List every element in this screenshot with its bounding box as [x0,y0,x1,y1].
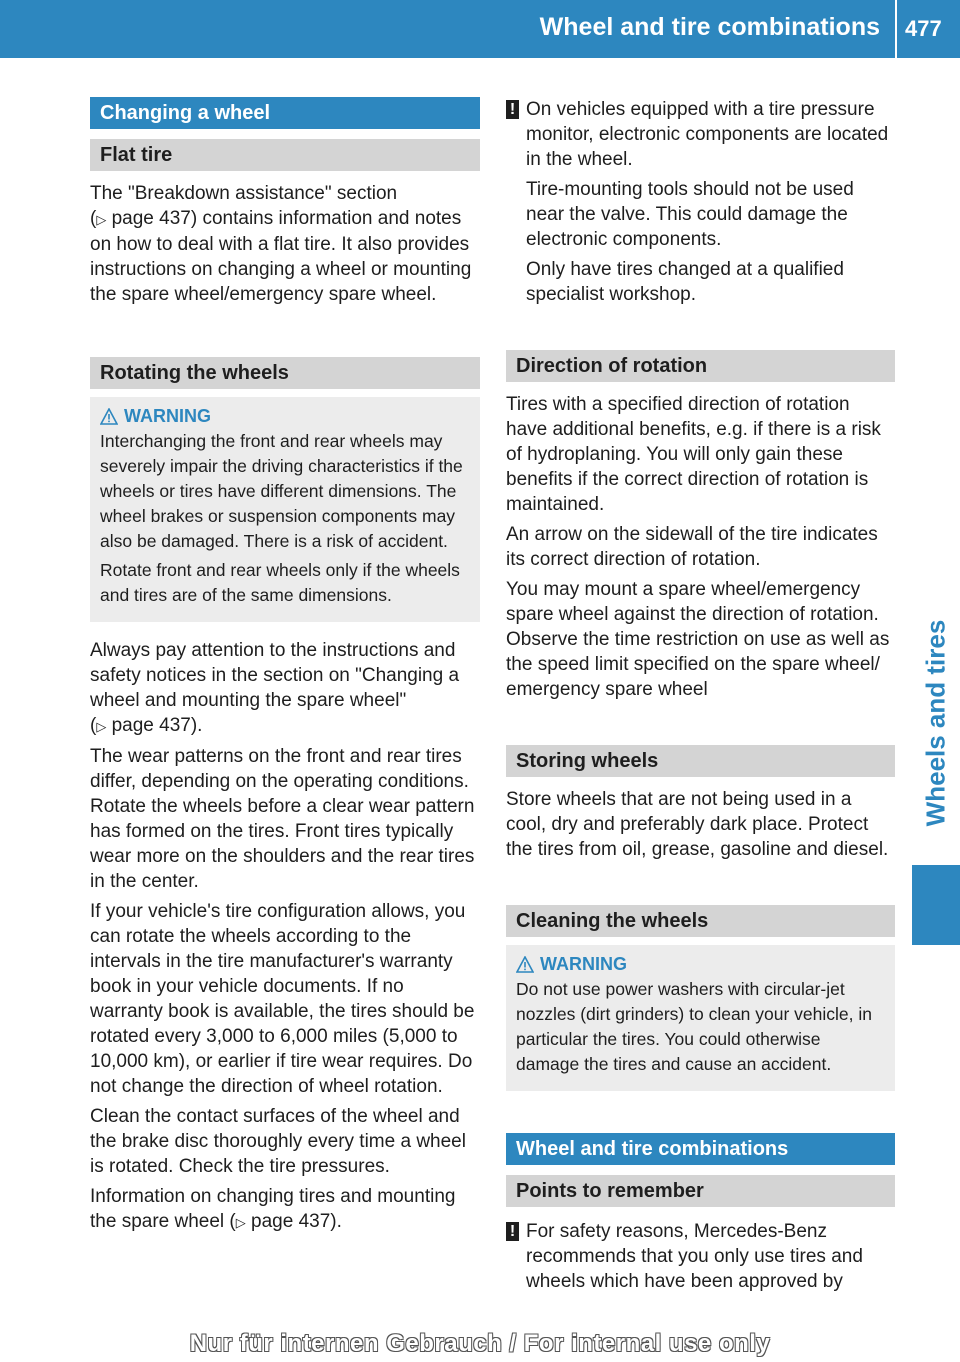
page-ref-link[interactable]: page 437 [111,715,191,736]
direction-paragraph-1: Tires with a specified direction of rotation have additional benefits, e.g. if there is a risk of hydroplaning. You will only gain these benefits if the correct direction of rotation is maintained. [506,394,881,515]
heading-direction-of-rotation: Direction of rotation [506,350,895,382]
warning-box-cleaning [506,945,895,1091]
exclamation-icon: ! [506,100,519,119]
heading-points-to-remember: Points to remember [506,1175,895,1207]
note-text: Tire-mounting tools should not be used near the valve. This could damage the electronic components. [526,179,854,250]
heading-cleaning-the-wheels: Cleaning the wheels [506,905,895,937]
warning-title: WARNING [100,403,470,429]
rotating-paragraph-5: Information on changing tires and mounting the spare wheel (▷ page 437). [90,1186,456,1232]
flat-tire-paragraph: The "Breakdown assistance" section (▷ page 437) contains information and notes on how to deal with a flat tire. It also provides instructions on changing a wheel or mounting the spare wheel/emergency spare wheel. [90,183,472,305]
warning-box-rotating [90,397,480,622]
exclamation-icon: ! [506,1222,519,1241]
heading-storing-wheels: Storing wheels [506,745,895,777]
page-header [0,0,960,58]
page-ref-arrow-icon: ▷ [96,212,107,227]
tpm-note [506,97,895,307]
page-ref-arrow-icon: ▷ [235,1215,246,1230]
heading-rotating-the-wheels: Rotating the wheels [90,357,480,389]
note-text: On vehicles equipped with a tire pressure monitor, electronic components are located in the wheel. [526,99,889,170]
note-text: Only have tires changed at a qualified specialist workshop. [526,259,844,305]
warning-text: Interchanging the front and rear wheels may severely impair the driving characteristics if the wheels or tires have different dimensions. The wheel brakes or suspension components may also be damaged. There is a risk of accident. [100,431,463,551]
section-tab-label: Wheels and tires [920,619,951,826]
rotating-paragraph-3: If your vehicle's tire configuration allows, you can rotate the wheels according to the intervals in the tire manufacturer's warranty book in your vehicle documents. If no warranty book is available, the tires should be rotated every 3,000 to 6,000 miles (5,000 to 10,000 km), or earlier if tire wear requires. Do not change the direction of wheel rotation. [90,901,475,1097]
footer-watermark: Nur für internen Gebrauch / For internal use only [189,1330,771,1357]
heading-changing-a-wheel: Changing a wheel [90,97,480,129]
points-note [506,1219,895,1294]
header-title: Wheel and tire combinations [539,13,880,41]
right-column [506,97,895,1299]
warning-triangle-icon [516,956,534,973]
storing-paragraph: Store wheels that are not being used in a cool, dry and preferably dark place. Protect the tires from oil, grease, gasoline and diesel. [506,789,889,860]
page-ref-link[interactable]: page 437 [251,1211,331,1232]
warning-text: Rotate front and rear wheels only if the wheels and tires are of the same dimensions. [100,560,460,605]
page-ref-arrow-icon: ▷ [96,719,107,734]
page-ref-link[interactable]: page 437 [111,208,191,229]
heading-flat-tire: Flat tire [90,139,480,171]
section-tab-label-area [912,580,960,865]
warning-triangle-icon [100,408,118,425]
rotating-paragraph-2: The wear patterns on the front and rear tires differ, depending on the operating conditions. Rotate the wheels before a clear wear pattern has formed on the tires. Front tires typically wear more on the shoulders and the rear tires in the center. [90,746,475,892]
rotating-paragraph-4: Clean the contact surfaces of the wheel and the brake disc thoroughly every time a wheel is rotated. Check the tire pressures. [90,1106,466,1177]
page-number: 477 [905,16,942,41]
note-text: For safety reasons, Mercedes-Benz recommends that you only use tires and wheels which have been approved by [526,1221,863,1292]
direction-paragraph-2: An arrow on the sidewall of the tire indicates its correct direction of rotation. [506,524,878,570]
heading-wheel-and-tire-combinations: Wheel and tire combinations [506,1133,895,1165]
direction-paragraph-3: You may mount a spare wheel/emergency spare wheel against the direction of rotation. Observe the time restriction on use as well as the speed limit specified on the spare wheel/ emergency spare wheel [506,579,890,700]
header-divider [895,0,897,58]
left-column [90,97,480,1240]
warning-title: WARNING [516,951,885,977]
rotating-paragraph-1: Always pay attention to the instructions and safety notices in the section on "Changing a wheel and mounting the spare wheel" (▷ page 437). [90,640,460,736]
warning-text: Do not use power washers with circular-jet nozzles (dirt grinders) to clean your vehicle, in particular the tires. You could otherwise damage the tires and cause an accident. [516,979,872,1074]
